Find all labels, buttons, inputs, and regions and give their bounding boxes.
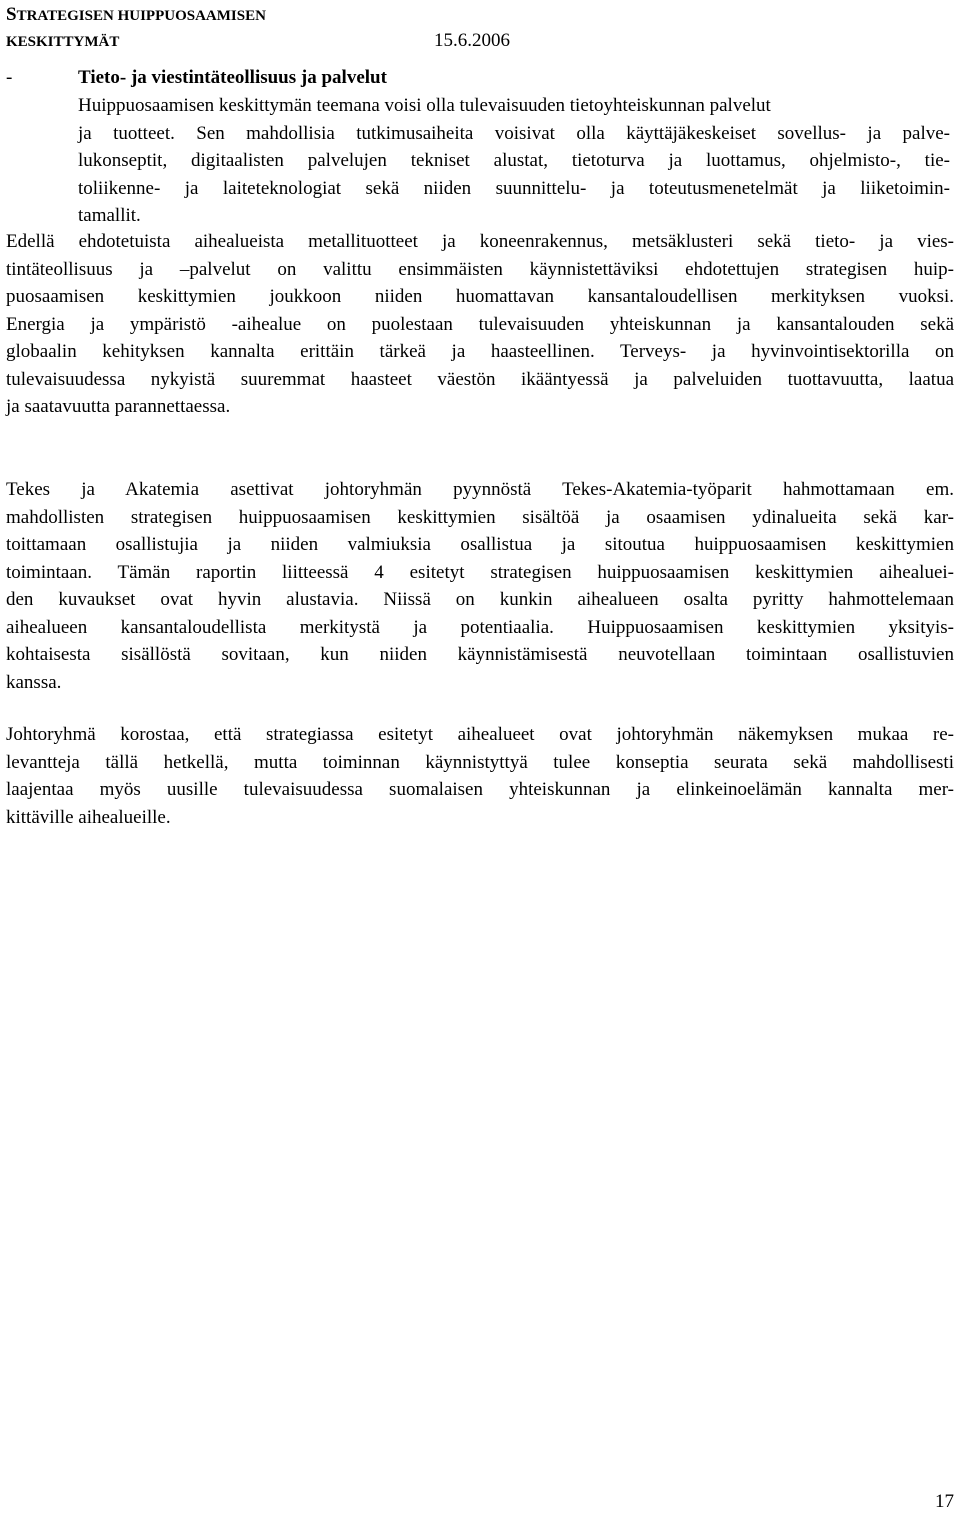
paragraph-3-line: levantteja tällä hetkellä, mutta toiminnan käynnistyttyä tulee konseptia seurata sekä mahdollisesti [6, 751, 954, 773]
paragraph-2-line: aihealueen kansantaloudellista merkitystä ja potentiaalia. Huippuosaamisen keskittymien yksityis- [6, 616, 954, 638]
paragraph-3-line: kittäville aihealueille. [6, 806, 171, 828]
list-item-line: tamallit. [78, 205, 141, 226]
list-item-line: ja tuotteet. Sen mahdollisia tutkimusaiheita voisivat olla käyttäjäkeskeiset sovellus- ja palve- [78, 123, 950, 144]
list-item-line: toliikenne- ja laiteteknologiat sekä niiden suunnittelu- ja toteutusmenetelmät ja liiketoimin- [78, 178, 950, 199]
header-initial: S [6, 4, 17, 25]
paragraph-1-line: globaalin kehityksen kannalta erittäin tärkeä ja haasteellinen. Terveys- ja hyvinvointisektorilla on [6, 341, 954, 362]
header-title-line1 [6, 5, 266, 24]
paragraph-2-line: den kuvaukset ovat hyvin alustavia. Niissä on kunkin aihealueen osalta pyritty hahmottelemaan [6, 589, 954, 610]
paragraph-3-line: Johtoryhmä korostaa, että strategiassa esitetyt aihealueet ovat johtoryhmän näkemyksen mukaa re- [6, 724, 954, 745]
paragraph-3-line: laajentaa myös uusille tulevaisuudessa suomalaisen yhteiskunnan ja elinkeinoelämän kannalta mer- [6, 779, 954, 800]
list-item-line: lukonseptit, digitaalisten palvelujen tekniset alustat, tietoturva ja luottamus, ohjelmisto-, tie- [78, 150, 950, 171]
paragraph-2-line: kanssa. [6, 671, 62, 693]
paragraph-1-line: Edellä ehdotetuista aihealueista metallituotteet ja koneenrakennus, metsäklusteri sekä tieto- ja vies- [6, 231, 954, 252]
paragraph-1-line: ja saatavuutta parannettaessa. [6, 396, 231, 417]
paragraph-1-line: puosaamisen keskittymien joukkoon niiden huomattavan kansantaloudellisen merkityksen vuoksi. [6, 286, 954, 307]
header-title-line2: KESKITTYMÄT [6, 34, 120, 50]
header-line-2 [6, 28, 566, 54]
list-bullet-dash: - [6, 67, 13, 88]
header-date: 15.6.2006 [434, 30, 510, 51]
page-number: 17 [935, 1491, 954, 1512]
paragraph-2-line: mahdollisten strategisen huippuosaamisen keskittymien sisältöä ja osaamisen ydinalueita sekä kar- [6, 506, 954, 528]
running-header [6, 2, 566, 54]
list-item-line: Huippuosaamisen keskittymän teemana voisi olla tulevaisuuden tietoyhteiskunnan palvelut [78, 95, 771, 116]
list-item-title: Tieto- ja viestintäteollisuus ja palvelut [78, 67, 387, 88]
header-line-1 [6, 2, 566, 28]
header-rest: TRATEGISEN HUIPPUOSAAMISEN [16, 8, 266, 24]
paragraph-1-line: tulevaisuudessa nykyistä suuremmat haasteet väestön ikääntyessä ja palveluiden tuottavuutta, laatua [6, 368, 954, 390]
paragraph-2-line: Tekes ja Akatemia asettivat johtoryhmän pyynnöstä Tekes-Akatemia-työparit hahmottamaan em. [6, 479, 954, 500]
paragraph-1-line: tintäteollisuus ja –palvelut on valittu ensimmäisten käynnistettäviksi ehdotettujen strategisen huip- [6, 258, 954, 280]
paragraph-2-line: toimintaan. Tämän raportin liitteessä 4 esitetyt strategisen huippuosaamisen keskittymien aihealuei- [6, 561, 954, 583]
paragraph-1-line: Energia ja ympäristö -aihealue on puolestaan tulevaisuuden yhteiskunnan ja kansantalouden sekä [6, 313, 954, 335]
paragraph-2-line: kohtaisesta sisällöstä sovitaan, kun niiden käynnistämisestä neuvotellaan toimintaan osallistuvien [6, 644, 954, 665]
paragraph-2-line: toittamaan osallistujia ja niiden valmiuksia osallistua ja sitoutua huippuosaamisen keskittymien [6, 534, 954, 555]
